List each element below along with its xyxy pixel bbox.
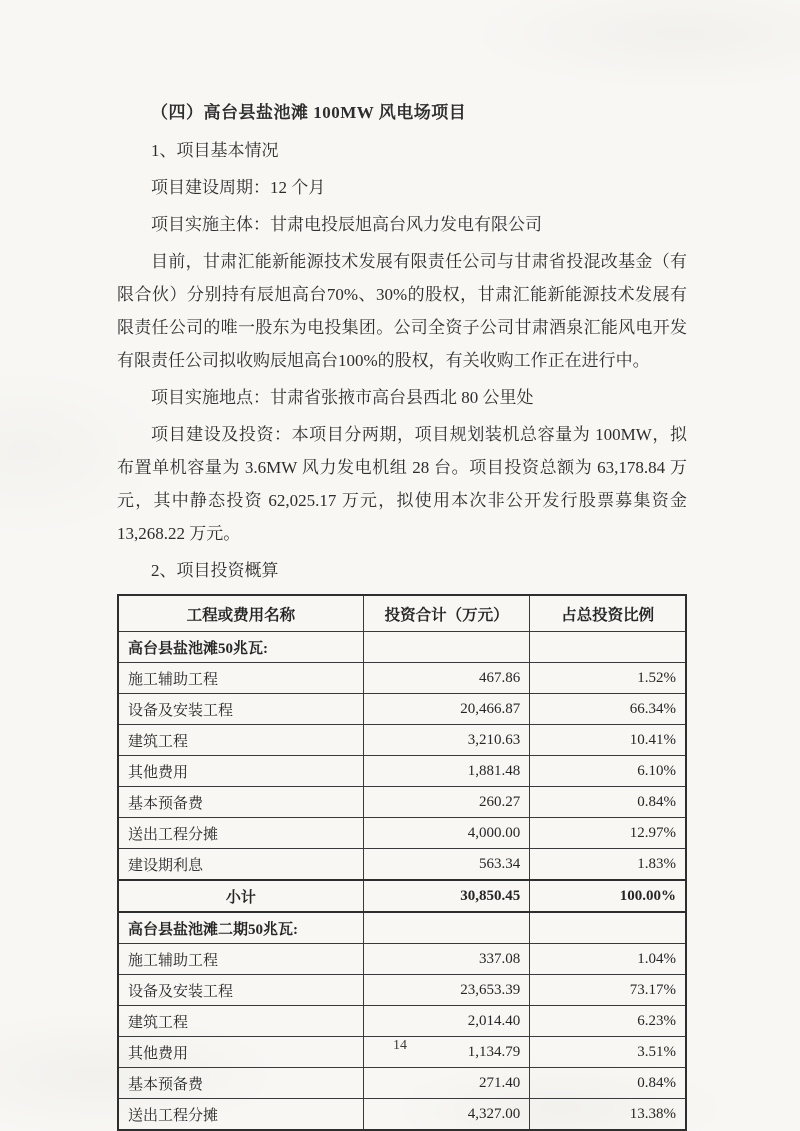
investment-cell: 3,210.63: [363, 725, 529, 756]
cost-name-cell: 基本预备费: [118, 1068, 363, 1099]
investment-cell: 563.34: [363, 849, 529, 881]
table-row-phase1-header: [118, 632, 686, 663]
ratio-cell: 0.84%: [530, 1068, 686, 1099]
investment-cell: 4,000.00: [363, 818, 529, 849]
header-cost-name: 工程或费用名称: [118, 595, 363, 632]
ratio-cell: 6.10%: [530, 756, 686, 787]
paragraph-investment: 项目建设及投资：本项目分两期，项目规划装机总容量为 100MW，拟布置单机容量为 3.6MW 风力发电机组 28 台。项目投资总额为 63,178.84 万元，其中静态投资 62,025.17 万元，拟使用本次非公开发行股票募集资金 13,268.22 万元。: [117, 425, 687, 543]
investment-cell: 1,881.48: [363, 756, 529, 787]
investment-cell: 467.86: [363, 663, 529, 694]
paragraph-implementing-entity: 项目实施主体：甘肃电投辰旭高台风力发电有限公司: [151, 215, 542, 234]
table-header-row: [118, 595, 686, 632]
page-number: 14: [393, 1038, 407, 1053]
investment-cell: 4,327.00: [363, 1099, 529, 1131]
ratio-cell: 1.04%: [530, 944, 686, 975]
investment-cell: 23,653.39: [363, 975, 529, 1006]
investment-cell: [363, 632, 529, 663]
ratio-cell: [530, 632, 686, 663]
cost-name-cell: 建筑工程: [118, 725, 363, 756]
cost-name-cell: 施工辅助工程: [118, 944, 363, 975]
table-row: [118, 944, 686, 975]
cost-name-cell: 高台县盐池滩50兆瓦:: [118, 632, 363, 663]
cost-name-cell: 送出工程分摊: [118, 1099, 363, 1131]
paragraph-estimate-title: 2、项目投资概算: [151, 561, 279, 580]
section-heading: （四）高台县盐池滩 100MW 风电场项目: [151, 103, 467, 122]
ratio-cell: 1.83%: [530, 849, 686, 881]
ratio-cell: 0.84%: [530, 787, 686, 818]
investment-cell: [363, 912, 529, 944]
cost-name-cell: 建筑工程: [118, 1006, 363, 1037]
investment-cell: 271.40: [363, 1068, 529, 1099]
table-row-phase2-header: [118, 912, 686, 944]
investment-cell: 1,134.79: [363, 1037, 529, 1068]
investment-cell: 337.08: [363, 944, 529, 975]
table-row: [118, 849, 686, 881]
table-row: [118, 975, 686, 1006]
ratio-cell: [530, 912, 686, 944]
ratio-cell: 1.52%: [530, 663, 686, 694]
paragraph-location: 项目实施地点：甘肃省张掖市高台县西北 80 公里处: [151, 388, 534, 407]
header-investment-total: 投资合计（万元）: [363, 595, 529, 632]
table-row-subtotal: [118, 880, 686, 912]
cost-name-cell: 其他费用: [118, 1037, 363, 1068]
investment-cell: 30,850.45: [363, 880, 529, 912]
table-row: [118, 1006, 686, 1037]
investment-cell: 20,466.87: [363, 694, 529, 725]
paragraph-ownership: 目前，甘肃汇能新能源技术发展有限责任公司与甘肃省投混改基金（有限合伙）分别持有辰旭高台70%、30%的股权，甘肃汇能新能源技术发展有限责任公司的唯一股东为电投集团。公司全资子公司甘肃酒泉汇能风电开发有限责任公司拟收购辰旭高台100%的股权，有关收购工作正在进行中。: [117, 252, 687, 370]
document-content: [117, 96, 687, 1131]
table-row: [118, 1099, 686, 1131]
ratio-cell: 13.38%: [530, 1099, 686, 1131]
ratio-cell: 12.97%: [530, 818, 686, 849]
cost-name-cell: 其他费用: [118, 756, 363, 787]
ratio-cell: 73.17%: [530, 975, 686, 1006]
cost-name-cell: 小计: [118, 880, 363, 912]
ratio-cell: 66.34%: [530, 694, 686, 725]
investment-cell: 260.27: [363, 787, 529, 818]
ratio-cell: 3.51%: [530, 1037, 686, 1068]
cost-name-cell: 建设期利息: [118, 849, 363, 881]
table-row: [118, 663, 686, 694]
cost-name-cell: 设备及安装工程: [118, 694, 363, 725]
paragraph-basic-info-title: 1、项目基本情况: [151, 141, 279, 160]
paragraph-construction-period: 项目建设周期：12 个月: [151, 178, 326, 197]
header-investment-ratio: 占总投资比例: [530, 595, 686, 632]
table-row: [118, 694, 686, 725]
cost-name-cell: 设备及安装工程: [118, 975, 363, 1006]
table-row: [118, 1068, 686, 1099]
table-row: [118, 725, 686, 756]
table-row: [118, 818, 686, 849]
cost-name-cell: 施工辅助工程: [118, 663, 363, 694]
cost-name-cell: 高台县盐池滩二期50兆瓦:: [118, 912, 363, 944]
ratio-cell: 10.41%: [530, 725, 686, 756]
cost-name-cell: 送出工程分摊: [118, 818, 363, 849]
ratio-cell: 6.23%: [530, 1006, 686, 1037]
ratio-cell: 100.00%: [530, 880, 686, 912]
table-row: [118, 787, 686, 818]
cost-name-cell: 基本预备费: [118, 787, 363, 818]
investment-cell: 2,014.40: [363, 1006, 529, 1037]
table-row: [118, 756, 686, 787]
